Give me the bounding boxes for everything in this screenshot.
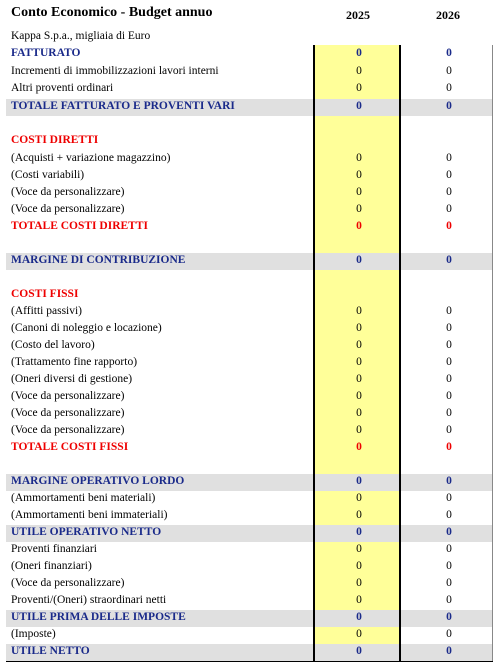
row-incrementi bbox=[6, 64, 493, 81]
page-title: Conto Economico - Budget annuo bbox=[11, 5, 213, 20]
row-oneri-finanziari bbox=[6, 559, 493, 576]
value-2025: 0 bbox=[356, 220, 362, 232]
row-label: FATTURATO bbox=[11, 47, 81, 59]
table-right-border bbox=[492, 45, 493, 662]
value-2026: 0 bbox=[446, 339, 452, 351]
row-costo-lavoro bbox=[6, 338, 493, 355]
value-2026: 0 bbox=[446, 373, 452, 385]
row-label: Incrementi di immobilizzazioni lavori interni bbox=[11, 65, 219, 77]
value-2026: 0 bbox=[446, 186, 452, 198]
value-2026: 0 bbox=[446, 475, 452, 487]
row-label: TOTALE COSTI DIRETTI bbox=[11, 220, 148, 232]
value-2025: 0 bbox=[356, 100, 362, 112]
row-label: (Acquisti + variazione magazzino) bbox=[11, 152, 171, 164]
year-header-1: 2025 bbox=[346, 8, 370, 22]
value-2025: 0 bbox=[356, 254, 362, 266]
value-2025[interactable]: 0 bbox=[356, 339, 362, 351]
value-2026: 0 bbox=[446, 305, 452, 317]
row-label: (Imposte) bbox=[11, 628, 56, 640]
row-label: (Voce da personalizzare) bbox=[11, 203, 125, 215]
row-voce-personalizzare bbox=[6, 185, 493, 202]
value-2026: 0 bbox=[446, 390, 452, 402]
value-2026: 0 bbox=[446, 82, 452, 94]
row-utile-operativo bbox=[6, 525, 493, 542]
row-label: MARGINE DI CONTRIBUZIONE bbox=[11, 254, 186, 266]
row-label: (Voce da personalizzare) bbox=[11, 186, 125, 198]
value-2025[interactable]: 0 bbox=[356, 407, 362, 419]
row-label: (Canoni di noleggio e locazione) bbox=[11, 322, 162, 334]
row-label: Proventi finanziari bbox=[11, 543, 97, 555]
value-2025[interactable]: 0 bbox=[356, 152, 362, 164]
value-2025[interactable]: 0 bbox=[356, 424, 362, 436]
value-2025[interactable]: 0 bbox=[356, 356, 362, 368]
value-2025[interactable]: 0 bbox=[356, 82, 362, 94]
row-label: (Voce da personalizzare) bbox=[11, 577, 125, 589]
row-label: (Voce da personalizzare) bbox=[11, 407, 125, 419]
row-canoni bbox=[6, 321, 493, 338]
value-2026: 0 bbox=[446, 526, 452, 538]
row-straordinari bbox=[6, 593, 493, 610]
row-label: UTILE NETTO bbox=[11, 645, 90, 657]
row-label: UTILE PRIMA DELLE IMPOSTE bbox=[11, 611, 186, 623]
row-voce-personalizzare bbox=[6, 202, 493, 219]
row-voce-personalizzare bbox=[6, 423, 493, 440]
value-2025[interactable]: 0 bbox=[356, 560, 362, 572]
row-voce-personalizzare bbox=[6, 389, 493, 406]
section-header: COSTI DIRETTI bbox=[11, 134, 99, 146]
value-2026: 0 bbox=[446, 628, 452, 640]
row-costi-fissi-header bbox=[6, 287, 493, 304]
row-label: MARGINE OPERATIVO LORDO bbox=[11, 475, 185, 487]
value-2025[interactable]: 0 bbox=[356, 169, 362, 181]
value-2025: 0 bbox=[356, 645, 362, 657]
value-2025[interactable]: 0 bbox=[356, 322, 362, 334]
value-2026: 0 bbox=[446, 594, 452, 606]
row-acquisti bbox=[6, 151, 493, 168]
value-2025[interactable]: 0 bbox=[356, 492, 362, 504]
value-2025[interactable]: 0 bbox=[356, 628, 362, 640]
value-2026: 0 bbox=[446, 100, 452, 112]
row-utile-ante-imposte bbox=[6, 610, 493, 627]
row-label: TOTALE COSTI FISSI bbox=[11, 441, 129, 453]
section-header: COSTI FISSI bbox=[11, 288, 79, 300]
row-oneri-diversi bbox=[6, 372, 493, 389]
company-subtitle: Kappa S.p.a., migliaia di Euro bbox=[11, 30, 151, 42]
row-label: Proventi/(Oneri) straordinari netti bbox=[11, 594, 167, 606]
value-2025[interactable]: 0 bbox=[356, 390, 362, 402]
value-2025[interactable]: 0 bbox=[356, 543, 362, 555]
value-2025[interactable]: 0 bbox=[356, 594, 362, 606]
row-mol bbox=[6, 474, 493, 491]
row-label: (Voce da personalizzare) bbox=[11, 390, 125, 402]
table-bottom-border bbox=[6, 661, 493, 662]
value-2026: 0 bbox=[446, 65, 452, 77]
value-2025[interactable]: 0 bbox=[356, 186, 362, 198]
column-2025-border bbox=[313, 45, 401, 662]
value-2025[interactable]: 0 bbox=[356, 203, 362, 215]
row-utile-netto bbox=[6, 644, 493, 661]
row-label: (Costo del lavoro) bbox=[11, 339, 95, 351]
value-2026: 0 bbox=[446, 492, 452, 504]
row-ammortamenti-materiali bbox=[6, 491, 493, 508]
value-2025[interactable]: 0 bbox=[356, 305, 362, 317]
row-label: (Ammortamenti beni materiali) bbox=[11, 492, 156, 504]
year-header-2: 2026 bbox=[436, 8, 460, 22]
row-label: (Voce da personalizzare) bbox=[11, 424, 125, 436]
row-totale-costi-diretti bbox=[6, 219, 493, 236]
value-2025[interactable]: 0 bbox=[356, 373, 362, 385]
row-label: (Trattamento fine rapporto) bbox=[11, 356, 138, 368]
value-2025[interactable]: 0 bbox=[356, 65, 362, 77]
row-costi-variabili bbox=[6, 168, 493, 185]
value-2025[interactable]: 0 bbox=[356, 47, 362, 59]
row-label: UTILE OPERATIVO NETTO bbox=[11, 526, 162, 538]
value-2026: 0 bbox=[446, 611, 452, 623]
row-label: (Affitti passivi) bbox=[11, 305, 83, 317]
value-2026: 0 bbox=[446, 509, 452, 521]
value-2026: 0 bbox=[446, 322, 452, 334]
value-2025: 0 bbox=[356, 611, 362, 623]
row-costi-diretti-header bbox=[6, 133, 493, 150]
value-2025[interactable]: 0 bbox=[356, 509, 362, 521]
row-voce-personalizzare bbox=[6, 406, 493, 423]
value-2026: 0 bbox=[446, 356, 452, 368]
row-imposte bbox=[6, 627, 493, 644]
row-margine-contribuzione bbox=[6, 253, 493, 270]
value-2025: 0 bbox=[356, 526, 362, 538]
value-2026: 0 bbox=[446, 407, 452, 419]
row-label: (Oneri finanziari) bbox=[11, 560, 92, 572]
value-2026: 0 bbox=[446, 47, 452, 59]
row-affitti bbox=[6, 304, 493, 321]
value-2025: 0 bbox=[356, 441, 362, 453]
value-2026: 0 bbox=[446, 543, 452, 555]
row-fatturato bbox=[6, 46, 493, 63]
value-2026: 0 bbox=[446, 441, 452, 453]
row-label: (Oneri diversi di gestione) bbox=[11, 373, 133, 385]
value-2026: 0 bbox=[446, 560, 452, 572]
value-2026: 0 bbox=[446, 152, 452, 164]
value-2026: 0 bbox=[446, 645, 452, 657]
row-label: (Ammortamenti beni immateriali) bbox=[11, 509, 168, 521]
value-2025[interactable]: 0 bbox=[356, 577, 362, 589]
value-2026: 0 bbox=[446, 424, 452, 436]
row-label: Altri proventi ordinari bbox=[11, 82, 114, 94]
row-totale-costi-fissi bbox=[6, 440, 493, 457]
value-2026: 0 bbox=[446, 220, 452, 232]
value-2026: 0 bbox=[446, 577, 452, 589]
row-altri-proventi bbox=[6, 81, 493, 98]
row-ammortamenti-immateriali bbox=[6, 508, 493, 525]
value-2026: 0 bbox=[446, 203, 452, 215]
row-tfr bbox=[6, 355, 493, 372]
value-2026: 0 bbox=[446, 254, 452, 266]
value-2025: 0 bbox=[356, 475, 362, 487]
value-2026: 0 bbox=[446, 169, 452, 181]
row-label: TOTALE FATTURATO E PROVENTI VARI bbox=[11, 100, 235, 112]
row-voce-personalizzare bbox=[6, 576, 493, 593]
row-proventi-finanziari bbox=[6, 542, 493, 559]
row-totale-fatturato bbox=[6, 99, 493, 116]
row-label: (Costi variabili) bbox=[11, 169, 85, 181]
